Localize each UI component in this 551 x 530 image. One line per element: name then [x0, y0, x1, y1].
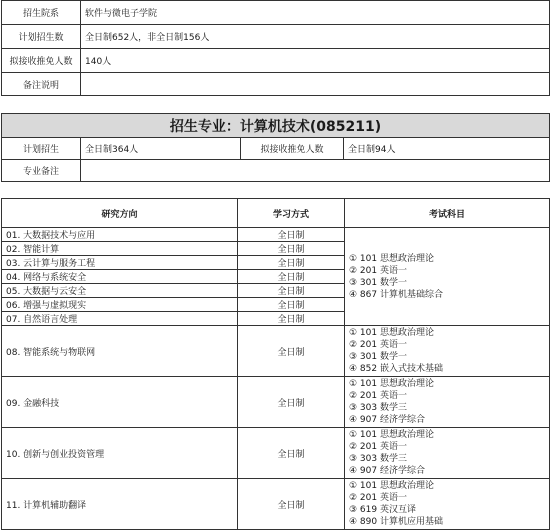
direction-mode: 全日制: [238, 270, 345, 284]
exam-subject: ④ 907 经济学综合: [349, 466, 425, 476]
major-plan-label: 计划招生: [2, 138, 81, 160]
remark-value: [81, 73, 550, 96]
exam-subjects-group-2: [345, 326, 550, 377]
direction-name: 04. 网络与系统安全: [2, 270, 238, 284]
exam-subject: ① 101 思想政治理论: [349, 253, 434, 264]
exam-subject: ④ 907 经济学综合: [349, 415, 425, 425]
exam-subject: ② 201 英语一: [349, 391, 407, 401]
exam-subject: ② 201 英语一: [349, 493, 407, 503]
plan-label: 计划招生数: [2, 25, 81, 49]
exempt-label: 拟接收推免人数: [2, 49, 81, 73]
exam-subject: ① 101 思想政治理论: [349, 430, 434, 440]
direction-name: 08. 智能系统与物联网: [2, 326, 238, 377]
direction-name: 05. 大数据与云安全: [2, 284, 238, 298]
direction-mode: 全日制: [238, 326, 345, 377]
header-direction: 研究方向: [2, 199, 238, 228]
direction-mode: 全日制: [238, 242, 345, 256]
direction-mode: 全日制: [238, 377, 345, 428]
remark-label: 备注说明: [2, 73, 81, 96]
exam-subjects-group-1: [345, 228, 550, 326]
header-mode: 学习方式: [238, 199, 345, 228]
exam-subject: ④ 852 嵌入式技术基础: [349, 364, 443, 374]
direction-mode: 全日制: [238, 228, 345, 242]
direction-mode: 全日制: [238, 479, 345, 530]
exam-subjects-group-4: [345, 479, 550, 530]
direction-name: 10. 创新与创业投资管理: [2, 428, 238, 479]
major-exempt-value: 全日制94人: [344, 138, 550, 160]
direction-name: 02. 智能计算: [2, 242, 238, 256]
direction-mode: 全日制: [238, 298, 345, 312]
exam-subject: ③ 303 数学三: [349, 454, 407, 464]
exam-subject: ④ 890 计算机应用基础: [349, 517, 443, 527]
exam-subject: ② 201 英语一: [349, 265, 407, 276]
header-subjects: 考试科目: [345, 199, 550, 228]
exam-subject: ③ 301 数学一: [349, 352, 407, 362]
exam-subject: ② 201 英语一: [349, 340, 407, 350]
direction-name: 01. 大数据技术与应用: [2, 228, 238, 242]
direction-mode: 全日制: [238, 284, 345, 298]
school-value: 软件与微电子学院: [81, 1, 550, 25]
exam-subject: ② 201 英语一: [349, 442, 407, 452]
direction-name: 03. 云计算与服务工程: [2, 256, 238, 270]
exam-subjects-group-3b: [345, 428, 550, 479]
major-title: 招生专业：计算机技术(085211): [2, 114, 550, 138]
exam-subject: ① 101 思想政治理论: [349, 328, 434, 338]
plan-value: 全日制652人，非全日制156人: [81, 25, 550, 49]
exam-subjects-group-3: [345, 377, 550, 428]
exempt-value: 140人: [81, 49, 550, 73]
major-remark-value: [81, 160, 550, 182]
exam-subject: ③ 303 数学三: [349, 403, 407, 413]
direction-mode: 全日制: [238, 256, 345, 270]
direction-name: 06. 增强与虚拟现实: [2, 298, 238, 312]
major-remark-label: 专业备注: [2, 160, 81, 182]
major-table: [1, 113, 550, 182]
exam-subject: ③ 619 英汉互译: [349, 505, 416, 515]
major-exempt-label: 拟接收推免人数: [241, 138, 344, 160]
direction-name: 07. 自然语言处理: [2, 312, 238, 326]
direction-name: 11. 计算机辅助翻译: [2, 479, 238, 530]
direction-name: 09. 金融科技: [2, 377, 238, 428]
exam-subject: ① 101 思想政治理论: [349, 481, 434, 491]
exam-subject: ③ 301 数学一: [349, 277, 407, 288]
major-plan-value: 全日制364人: [81, 138, 241, 160]
school-info-table: [1, 0, 550, 96]
directions-table: [1, 198, 550, 530]
school-label: 招生院系: [2, 1, 81, 25]
exam-subject: ④ 867 计算机基础综合: [349, 289, 443, 300]
direction-mode: 全日制: [238, 428, 345, 479]
direction-mode: 全日制: [238, 312, 345, 326]
exam-subject: ① 101 思想政治理论: [349, 379, 434, 389]
